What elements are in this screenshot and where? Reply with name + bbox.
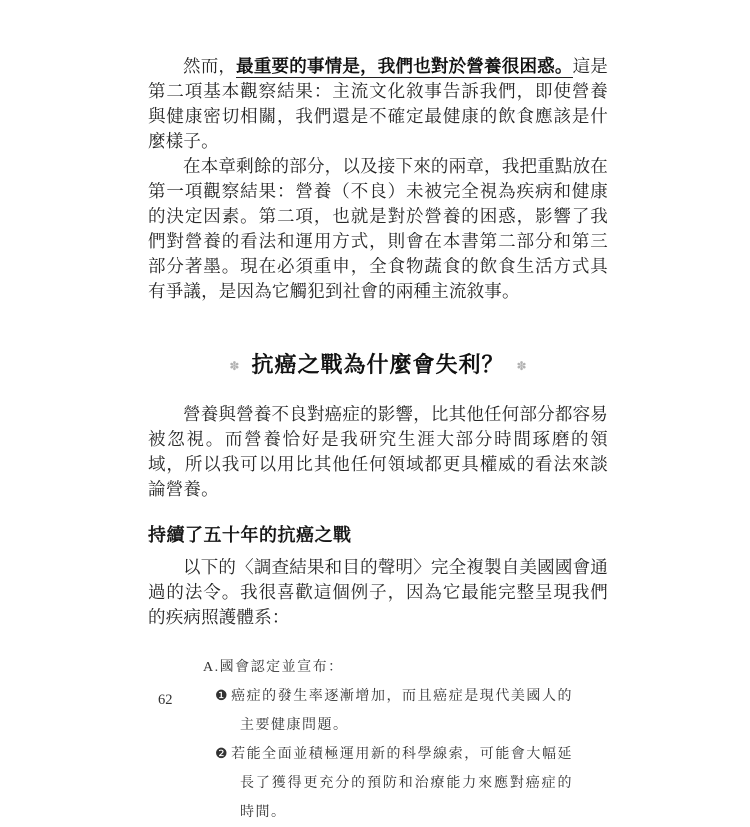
sub-heading-fifty-year-war: 持續了五十年的抗癌之戰: [148, 525, 352, 545]
flower-ornament-icon: ✽: [516, 359, 527, 373]
section-heading-text: 抗癌之戰為什麼會失利？: [251, 352, 505, 377]
quote-item-2: [215, 740, 573, 827]
legislation-quote-block: [203, 653, 573, 827]
paragraph-statement-intro: 以下的〈調查結果和目的聲明〉完全複製自美國國會通過的法令。我很喜歡這個例子，因為它最能完整呈現我們的疾病照護體系：: [148, 557, 608, 627]
quote-item-1-text: 癌症的發生率逐漸增加，而且癌症是現代美國人的主要健康問題。: [231, 689, 573, 733]
page-number: 62: [158, 692, 173, 708]
para1-lead-text: 然而，: [183, 56, 237, 76]
text-column: [148, 54, 608, 827]
circled-number-1-icon: ❶: [215, 689, 230, 704]
para1-emphasized-underlined-text: 最重要的事情是，我們也對於營養很困惑。: [236, 56, 573, 76]
section-heading: [148, 345, 608, 386]
paragraph-nutrition-cancer: 營養與營養不良對癌症的影響，比其他任何部分都容易被忽視。而營養恰好是我研究生涯大部分時間琢磨的領域，所以我可以用比其他任何領域都更具權威的看法來談論營養。: [148, 404, 608, 499]
circled-number-2-icon: ❷: [215, 747, 230, 762]
flower-ornament-icon: ✽: [229, 359, 240, 373]
quote-intro-line: A.國會認定並宣布：: [203, 660, 344, 675]
paragraph-observation-2: [148, 54, 608, 154]
paragraph-chapter-focus: 在本章剩餘的部分，以及接下來的兩章，我把重點放在第一項觀察結果：營養（不良）未被完全視為疾病和健康的決定因素。第二項，也就是對於營養的困惑，影響了我們對營養的看法和運用方式，則會在本書第二部分和第三部分著墨。現在必須重申，全食物蔬食的飲食生活方式具有爭議，是因為它觸犯到社會的兩種主流敘事。: [148, 156, 608, 301]
quote-item-1: [215, 682, 573, 740]
para1-trailing-text: 這是第二項基本觀察結果：主流文化敘事告訴我們，即使營養與健康密切相關，我們還是不確定最健康的飲食應該是什麼樣子。: [148, 56, 608, 151]
quote-item-2-text: 若能全面並積極運用新的科學線索，可能會大幅延長了獲得更充分的預防和治療能力來應對癌症的時間。: [231, 747, 573, 820]
